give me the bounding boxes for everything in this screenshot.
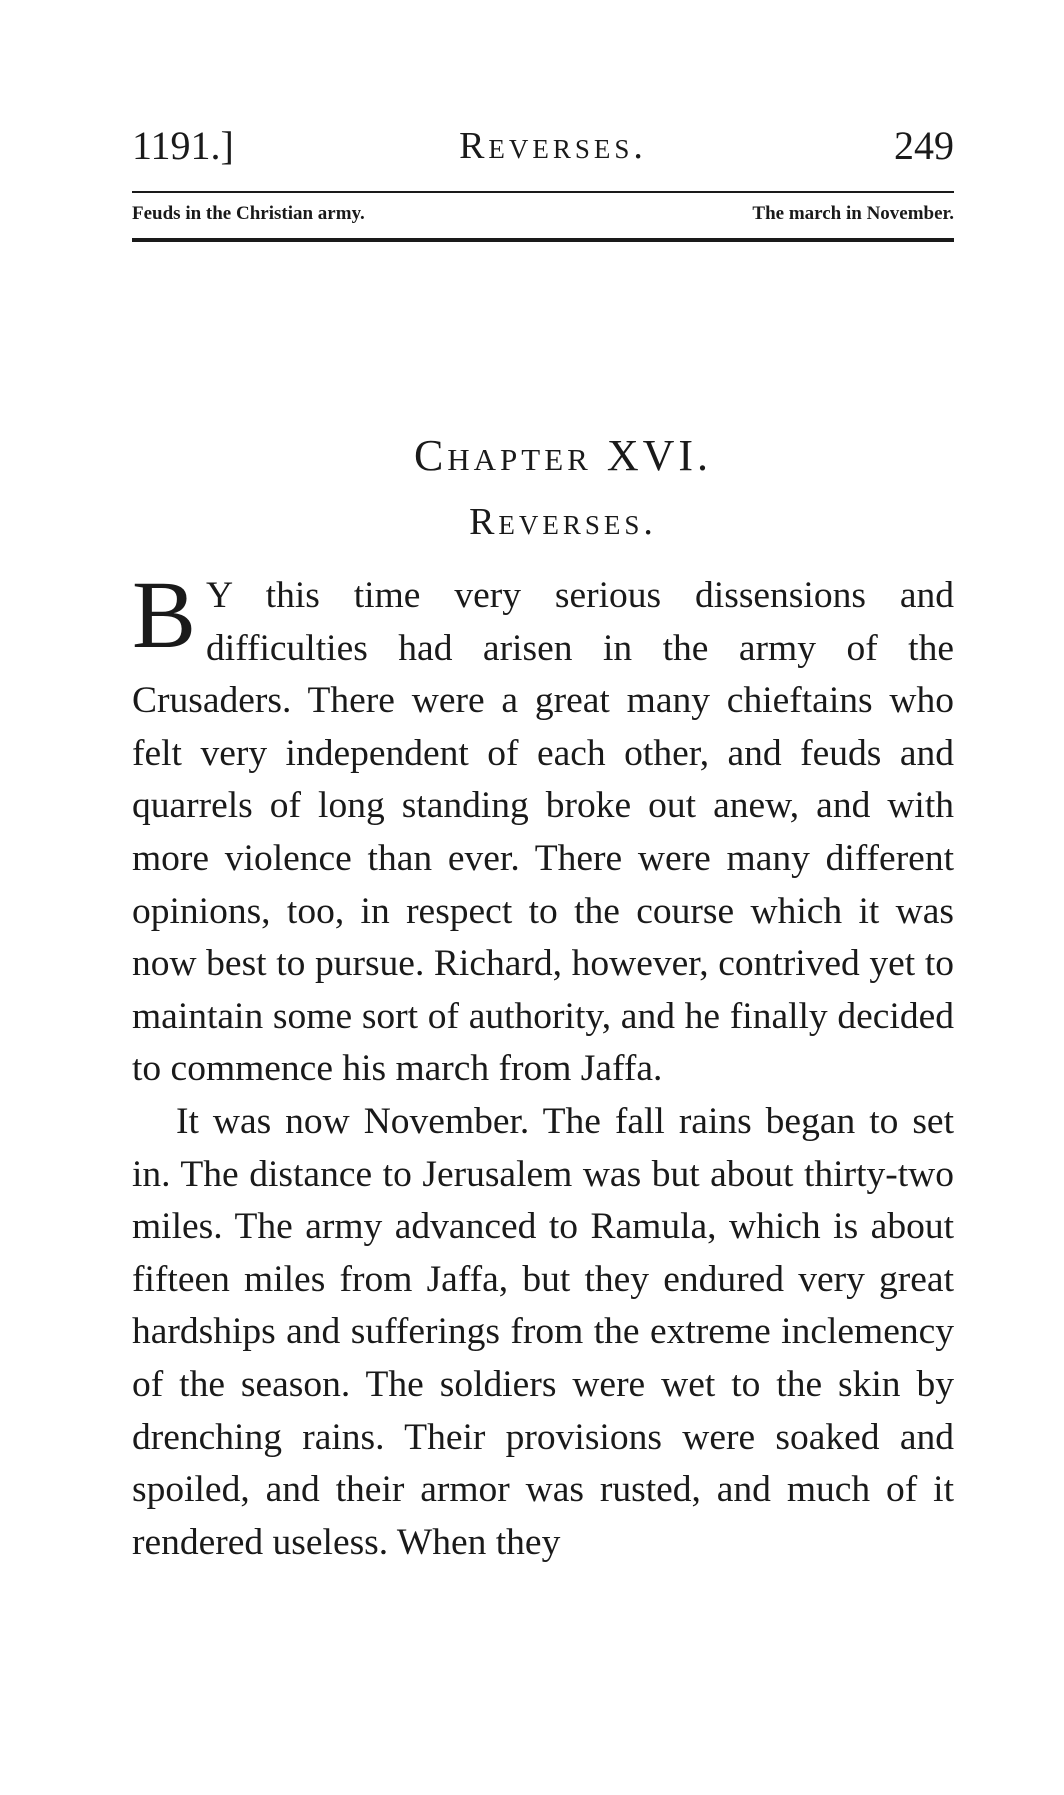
page-number: 249 bbox=[894, 123, 954, 168]
subhead-right: The march in November. bbox=[752, 203, 954, 224]
drop-cap: B bbox=[132, 561, 197, 668]
body-text bbox=[132, 561, 954, 1569]
marginal-subhead bbox=[132, 198, 954, 230]
paragraph-1 bbox=[132, 561, 954, 1096]
paragraph-1-text: Y this time very serious dissensions and difficulties had arisen in the army of the Crusaders. There were a great many chieftains who felt very independent of each other, and feuds and quarrels of long standing broke out anew, and with more violence than ever. There were many different opinions, too, in respect to the course which it was now best to pursue. Richard, however, contrived yet to maintain some sort of authority, and he finally decided to commence his march from Jaffa. bbox=[132, 575, 954, 1090]
running-head-year: 1191.] bbox=[132, 123, 234, 168]
running-head-title: Reverses. bbox=[459, 125, 647, 167]
paragraph-2: It was now November. The fall rains began to set in. The distance to Jerusalem was but about thirty-two miles. The army advanced to Ramula, which is about fifteen miles from Jaffa, but they endured very great hardships and sufferings from the extreme inclemency of the season. The soldiers were wet to the skin by drenching rains. Their provisions were soaked and spoiled, and their armor was rusted, and much of it rendered useless. When they bbox=[132, 1100, 954, 1563]
subhead-left: Feuds in the Christian army. bbox=[132, 203, 365, 224]
running-head bbox=[132, 116, 954, 176]
header-rule-top bbox=[132, 191, 954, 193]
header-rule-bottom bbox=[132, 238, 954, 242]
chapter-title: Chapter XVI. bbox=[413, 431, 713, 480]
chapter-subtitle: Reverses. bbox=[469, 501, 657, 543]
